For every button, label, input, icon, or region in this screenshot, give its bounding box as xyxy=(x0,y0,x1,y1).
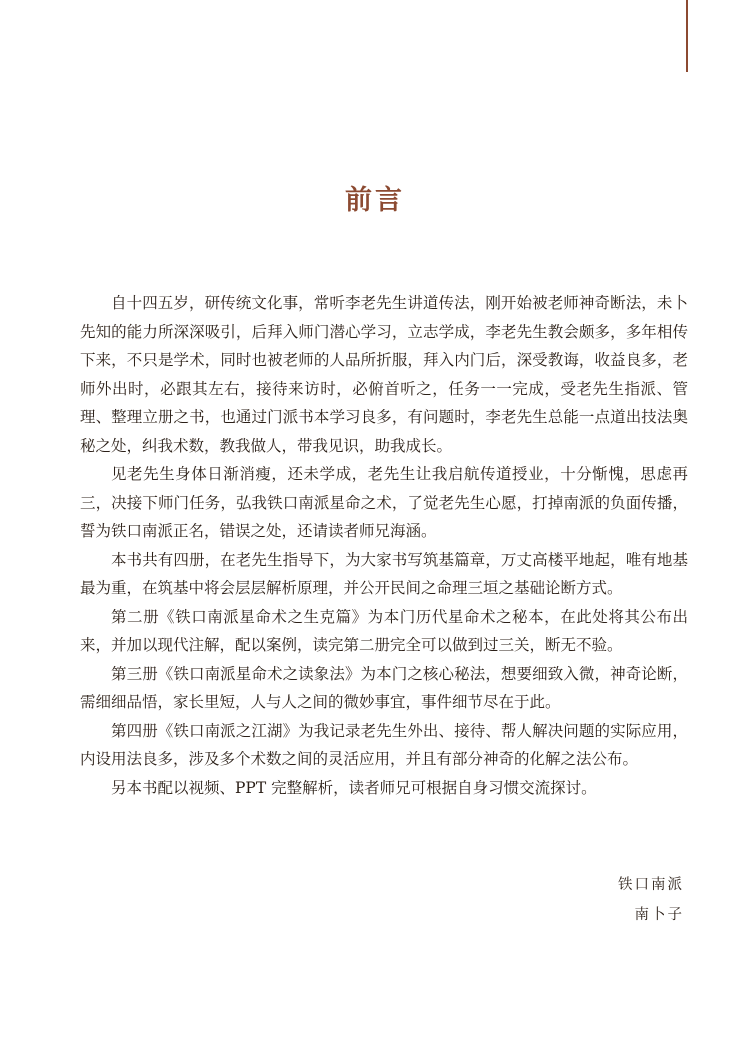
paragraph-2: 见老先生身体日渐消瘦，还未学成，老先生让我启航传道授业，十分惭愧，思虑再三，决接下师门任务，弘我铁口南派星命之术，了觉老先生心愿，打掉南派的负面传播，誓为铁口南派正名，错误之处，还请读者师兄海涵。 xyxy=(80,465,688,540)
paragraph-7: 另本书配以视频、PPT 完整解析，读者师兄可根据自身习惯交流探讨。 xyxy=(111,778,597,797)
paragraph-1: 自十四五岁，研传统文化事，常听李老先生讲道传法，刚开始被老师神奇断法，未卜先知的能力所深深吸引，后拜入师门潜心学习，立志学成，李老先生教会颇多，多年相传下来，不只是学术，同时也被老师的人品所折服，拜入内门后，深受教诲，收益良多，老师外出时，必跟其左右，接待来访时，必俯首听之，任务一一完成，受老先生指派、管理、整理立册之书，也通过门派书本学习良多，有问题时，李老先生总能一点道出技法奥秘之处，纠我术数，教我做人，带我见识，助我成长。 xyxy=(80,294,688,455)
signature-block xyxy=(618,870,684,930)
paragraph-6: 第四册《铁口南派之江湖》为我记录老先生外出、接待、帮人解决问题的实际应用，内设用法良多，涉及多个术数之间的灵活应用，并且有部分神奇的化解之法公布。 xyxy=(80,721,688,768)
signature-school: 铁口南派 xyxy=(618,877,684,893)
preface-body xyxy=(80,289,688,802)
page-edge-rule xyxy=(686,0,688,72)
paragraph-5: 第三册《铁口南派星命术之读象法》为本门之核心秘法，想要细致入微，神奇论断，需细细品悟，家长里短，人与人之间的微妙事宜，事件细节尽在于此。 xyxy=(80,664,688,711)
paragraph-3: 本书共有四册，在老先生指导下，为大家书写筑基篇章，万丈高楼平地起，唯有地基最为重，在筑基中将会层层解析原理，并公开民间之命理三垣之基础论断方式。 xyxy=(80,550,688,597)
signature-author: 南卜子 xyxy=(634,907,684,923)
paragraph-4: 第二册《铁口南派星命术之生克篇》为本门历代星命术之秘本，在此处将其公布出来，并加以现代注解，配以案例，读完第二册完全可以做到过三关，断无不验。 xyxy=(80,607,688,654)
page-title: 前言 xyxy=(345,185,405,216)
